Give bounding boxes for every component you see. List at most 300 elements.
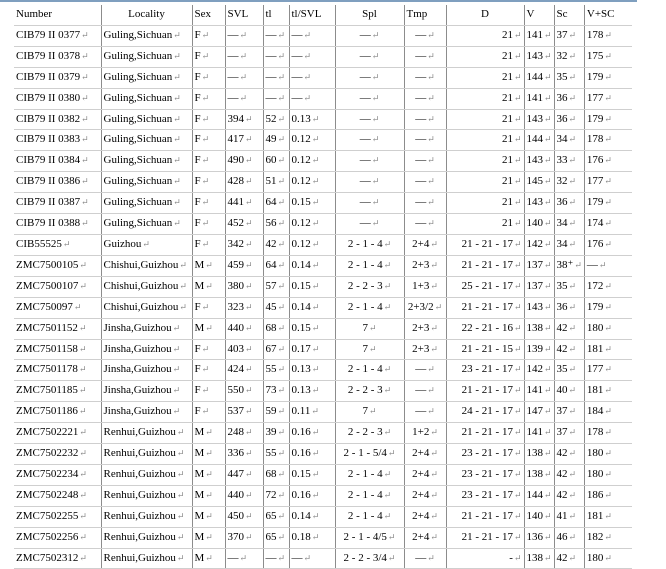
cell-tmp	[404, 255, 446, 276]
cell-sc	[554, 67, 584, 88]
cell-text: 34	[556, 217, 568, 230]
cell-text: 440	[227, 321, 244, 334]
paragraph-mark-icon: ↵	[173, 29, 181, 40]
cell-tl	[263, 402, 289, 423]
paragraph-mark-icon: ↵	[544, 489, 552, 500]
paragraph-mark-icon: ↵	[201, 218, 210, 229]
paragraph-mark-icon: ↵	[62, 238, 71, 249]
paragraph-mark-icon: ↵	[277, 510, 286, 521]
cell-text: 0.16	[291, 426, 311, 439]
cell-text: Chishui,Guizhou	[103, 279, 179, 292]
cell-spl	[335, 276, 404, 297]
cell-text: 21	[501, 154, 513, 167]
cell-sc	[554, 193, 584, 214]
cell-tmp	[404, 276, 446, 297]
cell-svl	[225, 234, 263, 255]
cell-text: ZMC7500105	[16, 258, 79, 271]
paragraph-mark-icon: ↵	[513, 343, 522, 354]
paragraph-mark-icon: ↵	[604, 238, 612, 249]
cell-tl	[263, 423, 289, 444]
cell-text: 7	[362, 321, 368, 334]
cell-sc	[554, 506, 584, 527]
cell-tl	[263, 360, 289, 381]
paragraph-mark-icon: ↵	[201, 364, 210, 375]
paragraph-mark-icon: ↵	[79, 510, 87, 521]
paragraph-mark-icon: ↵	[568, 301, 577, 312]
cell-text: 450	[227, 509, 244, 522]
cell-text: 0.16	[291, 488, 311, 501]
cell-text: Guling,Sichuan	[103, 70, 173, 83]
cell-sc	[554, 255, 584, 276]
cell-v	[524, 46, 554, 67]
paragraph-mark-icon: ↵	[604, 301, 612, 312]
cell-text: Jinsha,Guizhou	[103, 321, 172, 334]
cell-sc	[554, 423, 584, 444]
paragraph-mark-icon: ↵	[568, 468, 577, 479]
cell-tl-svl	[289, 339, 335, 360]
cell-text: CIB79 II 0383	[16, 133, 81, 146]
cell-text: 21 - 21 - 17	[461, 530, 513, 543]
cell-sex	[192, 193, 225, 214]
cell-text: 550	[227, 384, 244, 397]
paragraph-mark-icon: ↵	[513, 531, 522, 542]
paragraph-mark-icon: ↵	[544, 468, 552, 479]
cell-text: 2+4	[412, 530, 430, 543]
table-row	[14, 130, 632, 151]
cell-tmp	[404, 402, 446, 423]
cell-v	[524, 402, 554, 423]
paragraph-mark-icon: ↵	[544, 301, 552, 312]
cell-text: Renhui,Guizhou	[103, 447, 176, 460]
cell-v-sc	[584, 276, 632, 297]
paragraph-mark-icon: ↵	[568, 238, 577, 249]
paragraph-mark-icon: ↵	[79, 552, 87, 563]
cell-text: —	[291, 70, 303, 83]
cell-locality	[101, 276, 192, 297]
cell-text: 142	[526, 237, 543, 250]
table-row	[14, 151, 632, 172]
paragraph-mark-icon: ↵	[311, 510, 320, 521]
cell-sex	[192, 527, 225, 548]
paragraph-mark-icon: ↵	[311, 322, 320, 333]
cell-text: M	[194, 530, 205, 543]
cell-tmp	[404, 46, 446, 67]
cell-tmp	[404, 109, 446, 130]
paragraph-mark-icon: ↵	[81, 113, 89, 124]
paragraph-mark-icon: ↵	[201, 176, 210, 187]
paragraph-mark-icon: ↵	[513, 176, 522, 187]
paragraph-mark-icon: ↵	[277, 531, 286, 542]
cell-spl	[335, 506, 404, 527]
paragraph-mark-icon: ↵	[176, 489, 185, 500]
paragraph-mark-icon: ↵	[277, 552, 286, 563]
paragraph-mark-icon: ↵	[513, 134, 522, 145]
cell-number	[14, 172, 101, 193]
cell-locality	[101, 46, 192, 67]
cell-locality	[101, 297, 192, 318]
paragraph-mark-icon: ↵	[245, 531, 253, 542]
paragraph-mark-icon: ↵	[430, 427, 438, 438]
paragraph-mark-icon: ↵	[604, 29, 612, 40]
cell-text: Chishui,Guizhou	[103, 300, 179, 313]
paragraph-mark-icon: ↵	[383, 364, 392, 375]
table-row	[14, 46, 632, 67]
cell-number	[14, 444, 101, 465]
cell-v	[524, 444, 554, 465]
paragraph-mark-icon: ↵	[239, 552, 248, 563]
cell-text: F	[194, 175, 201, 188]
cell-text: F	[194, 237, 201, 250]
cell-sex	[192, 402, 225, 423]
paragraph-mark-icon: ↵	[81, 197, 89, 208]
cell-d	[446, 88, 524, 109]
cell-text: —	[265, 28, 277, 41]
paragraph-mark-icon: ↵	[79, 280, 87, 291]
table-row	[14, 88, 632, 109]
cell-spl	[335, 234, 404, 255]
paragraph-mark-icon: ↵	[604, 176, 612, 187]
paragraph-mark-icon: ↵	[277, 113, 286, 124]
cell-text: —	[415, 363, 427, 376]
cell-text: ZMC7500107	[16, 279, 79, 292]
cell-v	[524, 527, 554, 548]
paragraph-mark-icon: ↵	[568, 71, 577, 82]
paragraph-mark-icon: ↵	[205, 259, 213, 270]
paragraph-mark-icon: ↵	[513, 301, 522, 312]
cell-sc	[554, 339, 584, 360]
cell-d	[446, 109, 524, 130]
cell-text: 67	[265, 342, 277, 355]
cell-text: 140	[526, 217, 543, 230]
cell-text: —	[415, 49, 427, 62]
paragraph-mark-icon: ↵	[176, 468, 185, 479]
cell-locality	[101, 130, 192, 151]
cell-text: 176	[586, 237, 604, 250]
cell-text: M	[194, 488, 205, 501]
cell-v-sc	[584, 423, 632, 444]
paragraph-mark-icon: ↵	[544, 406, 552, 417]
cell-tl	[263, 130, 289, 151]
cell-text: 34	[556, 133, 568, 146]
cell-text: 143	[526, 154, 543, 167]
cell-svl	[225, 130, 263, 151]
cell-locality	[101, 193, 192, 214]
paragraph-mark-icon: ↵	[383, 468, 392, 479]
cell-text: 490	[227, 154, 244, 167]
cell-v	[524, 506, 554, 527]
cell-tl-svl	[289, 276, 335, 297]
paragraph-mark-icon: ↵	[303, 92, 312, 103]
cell-text: 178	[586, 28, 604, 41]
cell-d	[446, 381, 524, 402]
paragraph-mark-icon: ↵	[205, 552, 213, 563]
cell-text: 177	[586, 91, 604, 104]
paragraph-mark-icon: ↵	[311, 343, 320, 354]
cell-text: —	[265, 91, 277, 104]
paragraph-mark-icon: ↵	[544, 259, 552, 270]
paragraph-mark-icon: ↵	[311, 301, 320, 312]
paragraph-mark-icon: ↵	[604, 489, 612, 500]
cell-sex	[192, 506, 225, 527]
cell-text: 2+4	[412, 509, 430, 522]
header-v: V	[524, 5, 554, 25]
cell-number	[14, 506, 101, 527]
paragraph-mark-icon: ↵	[544, 448, 552, 459]
cell-text: 0.13	[291, 384, 311, 397]
table-row	[14, 423, 632, 444]
paragraph-mark-icon: ↵	[513, 448, 522, 459]
cell-tmp	[404, 234, 446, 255]
cell-text: ZMC7501152	[16, 321, 78, 334]
cell-number	[14, 88, 101, 109]
cell-text: 60	[265, 154, 277, 167]
table-row	[14, 360, 632, 381]
paragraph-mark-icon: ↵	[427, 71, 435, 82]
cell-text: Jinsha,Guizhou	[103, 384, 172, 397]
cell-text: 440	[227, 488, 244, 501]
cell-locality	[101, 255, 192, 276]
cell-svl	[225, 402, 263, 423]
paragraph-mark-icon: ↵	[311, 259, 320, 270]
paragraph-mark-icon: ↵	[277, 29, 286, 40]
cell-sc	[554, 109, 584, 130]
paragraph-mark-icon: ↵	[430, 322, 438, 333]
cell-text: 181	[586, 384, 604, 397]
cell-text: 0.15	[291, 279, 311, 292]
cell-d	[446, 360, 524, 381]
paragraph-mark-icon: ↵	[513, 322, 522, 333]
cell-text: 2 - 1 - 4	[347, 300, 383, 313]
paragraph-mark-icon: ↵	[568, 134, 577, 145]
cell-number	[14, 423, 101, 444]
paragraph-mark-icon: ↵	[201, 301, 210, 312]
paragraph-mark-icon: ↵	[513, 385, 522, 396]
specimen-table	[14, 5, 632, 569]
cell-text: 36	[556, 112, 568, 125]
paragraph-mark-icon: ↵	[303, 50, 312, 61]
cell-text: 2+4	[412, 467, 430, 480]
cell-text: 65	[265, 509, 277, 522]
cell-tl	[263, 381, 289, 402]
paragraph-mark-icon: ↵	[173, 176, 181, 187]
paragraph-mark-icon: ↵	[568, 448, 577, 459]
cell-d	[446, 46, 524, 67]
cell-text: M	[194, 447, 205, 460]
cell-sex	[192, 276, 225, 297]
paragraph-mark-icon: ↵	[604, 364, 612, 375]
paragraph-mark-icon: ↵	[427, 218, 435, 229]
cell-text: ZMC7502256	[16, 530, 79, 543]
paragraph-mark-icon: ↵	[574, 259, 582, 270]
cell-text: 181	[586, 342, 604, 355]
cell-text: —	[359, 175, 371, 188]
paragraph-mark-icon: ↵	[205, 510, 213, 521]
paragraph-mark-icon: ↵	[277, 134, 286, 145]
paragraph-mark-icon: ↵	[201, 71, 210, 82]
cell-spl	[335, 527, 404, 548]
cell-locality	[101, 444, 192, 465]
cell-v	[524, 130, 554, 151]
paragraph-mark-icon: ↵	[81, 71, 89, 82]
paragraph-mark-icon: ↵	[544, 238, 552, 249]
cell-text: CIB55525	[16, 237, 62, 250]
cell-v-sc	[584, 214, 632, 235]
cell-text: 180	[586, 551, 604, 564]
cell-text: 2 - 2 - 3	[347, 426, 383, 439]
cell-svl	[225, 276, 263, 297]
paragraph-mark-icon: ↵	[371, 113, 380, 124]
paragraph-mark-icon: ↵	[311, 176, 320, 187]
cell-v-sc	[584, 234, 632, 255]
cell-v-sc	[584, 88, 632, 109]
paragraph-mark-icon: ↵	[513, 552, 522, 563]
cell-tmp	[404, 130, 446, 151]
cell-sc	[554, 548, 584, 569]
cell-text: 2 - 1 - 4	[347, 509, 383, 522]
cell-svl	[225, 381, 263, 402]
cell-svl	[225, 297, 263, 318]
cell-v-sc	[584, 151, 632, 172]
paragraph-mark-icon: ↵	[311, 280, 320, 291]
header-sex: Sex	[192, 5, 225, 25]
cell-locality	[101, 360, 192, 381]
paragraph-mark-icon: ↵	[427, 197, 435, 208]
paragraph-mark-icon: ↵	[371, 134, 380, 145]
right-margin	[637, 0, 666, 564]
cell-text: 64	[265, 258, 277, 271]
cell-text: -	[509, 551, 513, 564]
cell-text: 144	[526, 488, 543, 501]
cell-tl-svl	[289, 193, 335, 214]
cell-svl	[225, 172, 263, 193]
cell-svl	[225, 444, 263, 465]
paragraph-mark-icon: ↵	[81, 92, 89, 103]
cell-text: 2+4	[412, 447, 430, 460]
cell-tmp	[404, 548, 446, 569]
cell-tl-svl	[289, 527, 335, 548]
paragraph-mark-icon: ↵	[311, 113, 320, 124]
paragraph-mark-icon: ↵	[513, 280, 522, 291]
paragraph-mark-icon: ↵	[78, 322, 87, 333]
cell-text: 424	[227, 363, 244, 376]
cell-tmp	[404, 506, 446, 527]
cell-number	[14, 214, 101, 235]
paragraph-mark-icon: ↵	[568, 510, 577, 521]
cell-text: —	[265, 551, 277, 564]
cell-tl-svl	[289, 485, 335, 506]
cell-v-sc	[584, 548, 632, 569]
cell-text: 46	[556, 530, 568, 543]
cell-text: 68	[265, 467, 277, 480]
cell-tl	[263, 506, 289, 527]
cell-text: 2 - 2 - 3	[347, 384, 383, 397]
cell-text: Renhui,Guizhou	[103, 426, 176, 439]
paragraph-mark-icon: ↵	[604, 134, 612, 145]
cell-text: 182	[586, 530, 604, 543]
paragraph-mark-icon: ↵	[245, 134, 253, 145]
paragraph-mark-icon: ↵	[427, 113, 435, 124]
cell-tl	[263, 214, 289, 235]
cell-text: 2 - 1 - 4	[347, 467, 383, 480]
paragraph-mark-icon: ↵	[604, 468, 612, 479]
paragraph-mark-icon: ↵	[434, 301, 443, 312]
paragraph-mark-icon: ↵	[568, 406, 577, 417]
cell-locality	[101, 67, 192, 88]
cell-text: 178	[586, 133, 604, 146]
cell-text: CIB79 II 0377	[16, 28, 81, 41]
paragraph-mark-icon: ↵	[245, 301, 253, 312]
cell-d	[446, 527, 524, 548]
paragraph-mark-icon: ↵	[604, 510, 612, 521]
cell-text: —	[415, 196, 427, 209]
cell-text: 0.15	[291, 467, 311, 480]
paragraph-mark-icon: ↵	[239, 50, 248, 61]
cell-text: —	[415, 133, 427, 146]
cell-text: 2 - 1 - 4	[347, 488, 383, 501]
cell-tl-svl	[289, 402, 335, 423]
cell-d	[446, 444, 524, 465]
cell-text: 441	[227, 196, 244, 209]
paragraph-mark-icon: ↵	[368, 406, 377, 417]
cell-sc	[554, 130, 584, 151]
paragraph-mark-icon: ↵	[142, 238, 150, 249]
cell-number	[14, 402, 101, 423]
paragraph-mark-icon: ↵	[568, 155, 577, 166]
cell-sex	[192, 151, 225, 172]
cell-sc	[554, 88, 584, 109]
cell-tl	[263, 234, 289, 255]
header-locality: Locality	[101, 5, 192, 25]
header-v-sc: V+SC	[584, 5, 632, 25]
cell-text: 41	[556, 509, 568, 522]
cell-tl	[263, 485, 289, 506]
cell-text: F	[194, 70, 201, 83]
paragraph-mark-icon: ↵	[513, 427, 522, 438]
cell-tmp	[404, 318, 446, 339]
paragraph-mark-icon: ↵	[568, 531, 577, 542]
cell-v-sc	[584, 67, 632, 88]
cell-tl-svl	[289, 506, 335, 527]
cell-tl	[263, 276, 289, 297]
paragraph-mark-icon: ↵	[79, 531, 87, 542]
cell-text: 1+3	[412, 279, 430, 292]
paragraph-mark-icon: ↵	[81, 218, 89, 229]
cell-spl	[335, 339, 404, 360]
cell-text: 0.11	[291, 405, 311, 418]
cell-tl	[263, 109, 289, 130]
table-row	[14, 109, 632, 130]
cell-tmp	[404, 444, 446, 465]
paragraph-mark-icon: ↵	[427, 406, 435, 417]
paragraph-mark-icon: ↵	[79, 468, 87, 479]
cell-text: 55	[265, 447, 277, 460]
cell-sc	[554, 151, 584, 172]
paragraph-mark-icon: ↵	[245, 197, 253, 208]
cell-text: 136	[526, 530, 543, 543]
cell-text: Chishui,Guizhou	[103, 258, 179, 271]
paragraph-mark-icon: ↵	[173, 113, 181, 124]
paragraph-mark-icon: ↵	[368, 343, 377, 354]
paragraph-mark-icon: ↵	[277, 427, 286, 438]
paragraph-mark-icon: ↵	[604, 92, 612, 103]
cell-text: —	[415, 112, 427, 125]
cell-text: 452	[227, 217, 244, 230]
cell-text: ZMC7501186	[16, 405, 78, 418]
cell-number	[14, 527, 101, 548]
cell-spl	[335, 46, 404, 67]
cell-locality	[101, 339, 192, 360]
cell-text: 180	[586, 321, 604, 334]
